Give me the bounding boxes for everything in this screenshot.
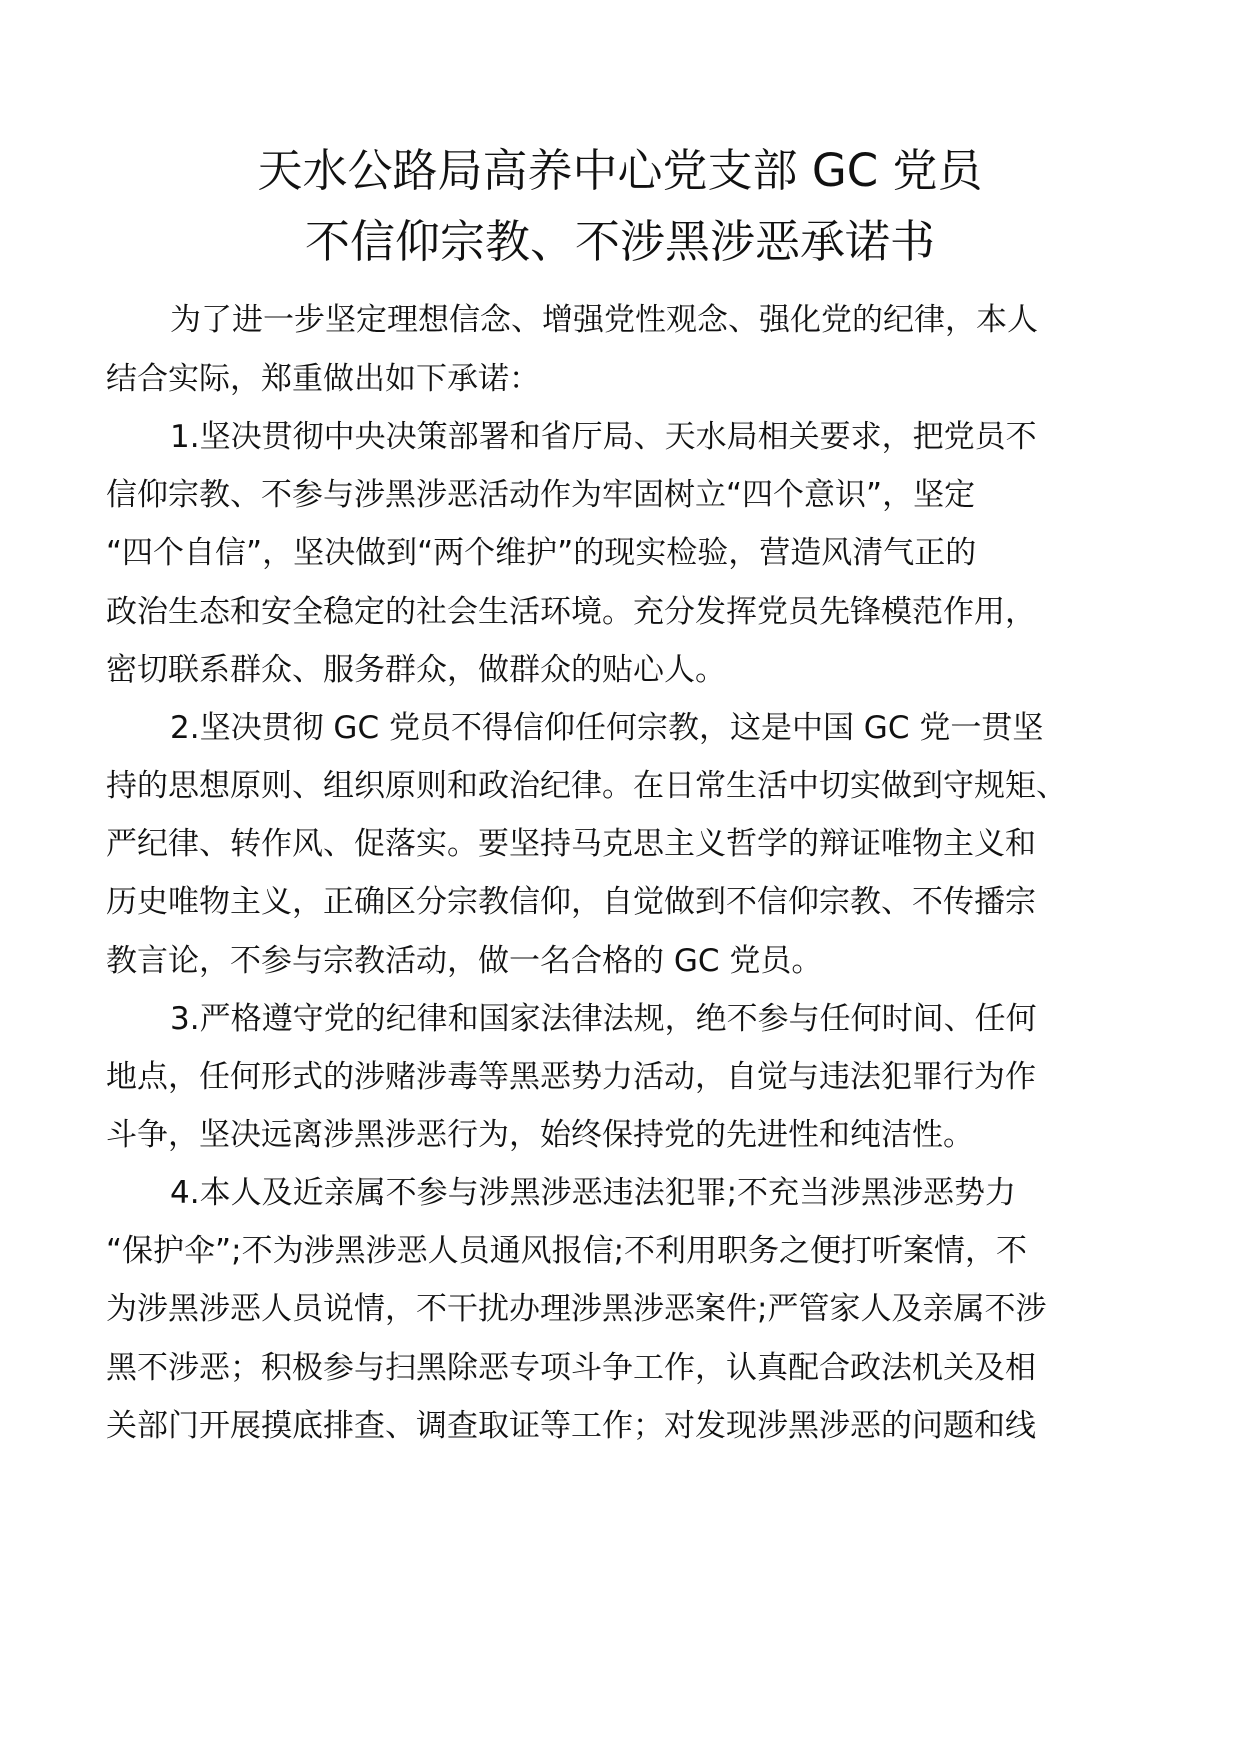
- body-text-line: 密切联系群众、服务群众，做群众的贴心人。: [106, 652, 726, 688]
- body-text-line: 关部门开展摸底排查、调查取证等工作；对发现涉黑涉恶的问题和线: [106, 1408, 1036, 1444]
- body-text-line: 历史唯物主义，正确区分宗教信仰，自觉做到不信仰宗教、不传播宗: [106, 884, 1036, 920]
- body-text-line: 为了进一步坚定理想信念、增强党性观念、强化党的纪律，本人: [170, 302, 1038, 338]
- body-text-line: 持的思想原则、组织原则和政治纪律。在日常生活中切实做到守规矩、: [106, 768, 1067, 804]
- body-text-line: 斗争，坚决远离涉黑涉恶行为，始终保持党的先进性和纯洁性。: [106, 1117, 974, 1153]
- body-text-line: 政治生态和安全稳定的社会生活环境。充分发挥党员先锋模范作用，: [106, 594, 1036, 630]
- body-text-line: 信仰宗教、不参与涉黑涉恶活动作为牢固树立“四个意识”，坚定: [106, 477, 976, 513]
- body-text-line: 结合实际，郑重做出如下承诺：: [106, 361, 540, 397]
- document-title-line-2: 不信仰宗教、不涉黑涉恶承诺书: [304, 215, 935, 268]
- body-text-line: 地点，任何形式的涉赌涉毒等黑恶势力活动，自觉与违法犯罪行为作: [106, 1059, 1036, 1095]
- body-text-line: 为涉黑涉恶人员说情，不干扰办理涉黑涉恶案件;严管家人及亲属不涉: [106, 1291, 1047, 1327]
- body-text-line: 1.坚决贯彻中央决策部署和省厅局、天水局相关要求，把党员不: [170, 419, 1037, 455]
- body-text-line: “保护伞”;不为涉黑涉恶人员通风报信;不利用职务之便打听案情，不: [106, 1233, 1028, 1269]
- body-text-line: 4.本人及近亲属不参与涉黑涉恶违法犯罪;不充当涉黑涉恶势力: [170, 1175, 1017, 1211]
- body-text-line: 教言论，不参与宗教活动，做一名合格的 GC 党员。: [106, 943, 823, 979]
- document-title-line-1: 天水公路局高养中心党支部 GC 党员: [257, 144, 983, 197]
- body-text-line: “四个自信”，坚决做到“两个维护”的现实检验，营造风清气正的: [106, 535, 977, 571]
- body-text-line: 3.严格遵守党的纪律和国家法律法规，绝不参与任何时间、任何: [170, 1001, 1037, 1037]
- body-text-line: 2.坚决贯彻 GC 党员不得信仰任何宗教，这是中国 GC 党一贯坚: [170, 710, 1044, 746]
- body-text-line: 黑不涉恶；积极参与扫黑除恶专项斗争工作，认真配合政法机关及相: [106, 1350, 1036, 1386]
- body-text-line: 严纪律、转作风、促落实。要坚持马克思主义哲学的辩证唯物主义和: [106, 826, 1036, 862]
